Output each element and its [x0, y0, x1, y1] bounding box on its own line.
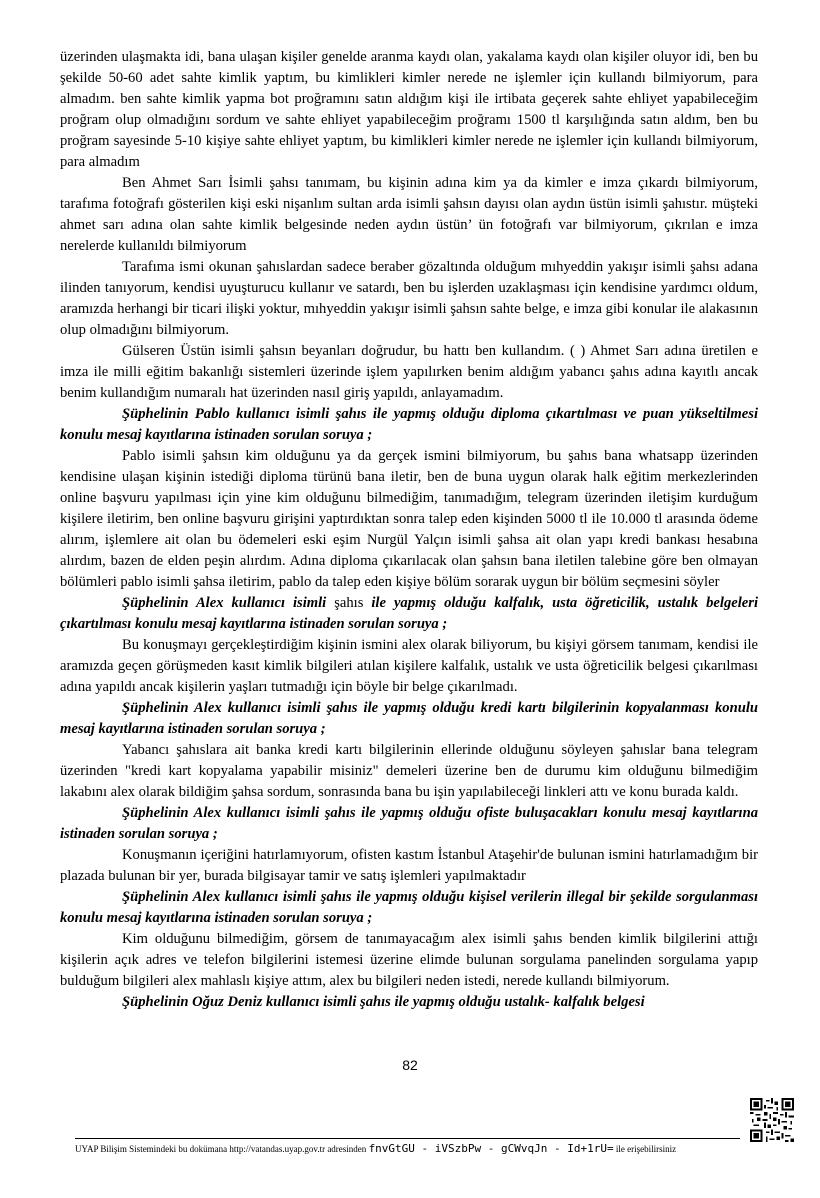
paragraph-4: Gülseren Üstün isimli şahsın beyanları doğrudur, bu hattı ben kullandım. ( ) Ahmet Sarı adına üretilen e imza ile milli eğitim bakanlığı sistemleri üzerinde işlem yapılırken benim aldığım yabancı şahıs adına kayıtlı ancak benim kullandığım numaralı hat üzerinden nasıl giriş yapıldı, anlayamadım. [60, 343, 758, 401]
footer-suffix: ile erişebilirsiniz [615, 1144, 677, 1154]
footer [75, 1142, 775, 1155]
answer-alex-kalfalik: Bu konuşmayı gerçekleştirdiğim kişinin ismini alex olarak biliyorum, bu kişiyi görsem tanımam, kendisi ile aramızda geçen görüşmeden kasıt kimlik bilgileri atılan kişilere kalfalık, ustalık ve usta öğreticilik belgesi çıkarılması adına yapıldı ancak kişilerin yaşları tutmadığı için böyle bir belge çıkarılmadı. [60, 637, 758, 695]
answer-alex-credit-card: Yabancı şahıslara ait banka kredi kartı bilgilerinin ellerinde olduğunu söyleyen şahıslar bana telegram üzerinden "kredi kart kopyalama yapabilir misiniz" demeleri üzerine ben de durumu kim olduğunu bilmediğim lakabını alex olarak bildiğim şahsa sordum, sonrasında bana bu işin yapılabileceği linkleri attı ve konu burada kaldı. [60, 742, 758, 800]
footer-divider [75, 1138, 740, 1139]
question-heading-alex-kalfalik: Şüphelinin Alex kullanıcı isimli şahıs ile yapmış olduğu kalfalık, usta öğreticilik, ustalık belgeleri çıkartılması konulu mesaj kayıtlarına istinaden sorulan soruya ; [60, 595, 759, 632]
page-number: 82 [402, 1057, 418, 1073]
answer-alex-personal-data: Kim olduğunu bilmediğim, görsem de tanımayacağım alex isimli şahıs benden kimlik bilgilerini attığı kişilerin açık adres ve telefon bilgilerini istemesi üzerine elimde bulunan sorgulama panelinden sorgulama yapıp bulduğum bilgileri alex mahlaslı kişiye attım, alex bu bilgileri neden istedi, nerede kullandı bilmiyorum. [60, 931, 758, 989]
footer-prefix: UYAP Bilişim Sistemindeki bu dokümana http://vatandas.uyap.gov.tr adresinden [75, 1144, 367, 1154]
question-heading-pablo-diploma: Şüphelinin Pablo kullanıcı isimli şahıs ile yapmış olduğu diploma çıkartılması ve puan yükseltilmesi konulu mesaj kayıtlarına istinaden sorulan soruya ; [60, 406, 758, 443]
paragraph-2: Ben Ahmet Sarı İsimli şahsı tanımam, bu kişinin adına kim ya da kimler e imza çıkardı bilmiyorum, tarafıma fotoğrafı gösterilen kişi eski nişanlım sultan arda isimli şahsın dayısı olan aydın üstün isimli şahıstır. müşteki ahmet sarı adına olan sahte kimlik belgesinde neden aydın üstün’ ün fotoğrafı var bilmiyorum, çıkrılan e imza nerelerde kullanıldı bilmiyorum [60, 175, 758, 254]
qr-code-icon [750, 1098, 794, 1142]
question-heading-oguz-deniz: Şüphelinin Oğuz Deniz kullanıcı isimli şahıs ile yapmış olduğu ustalık- kalfalık belgesi [122, 994, 645, 1010]
answer-alex-office: Konuşmanın içeriğini hatırlamıyorum, ofisten kastım İstanbul Ataşehir'de bulunan ismini hatırlamadığım bir plazada bulunan bir yer, burada bilgisayar tamir ve satış işlemleri yapılmaktadır [60, 847, 758, 884]
question-heading-alex-credit-card: Şüphelinin Alex kullanıcı isimli şahıs ile yapmış olduğu kredi kartı bilgilerinin kopyalanması konulu mesaj kayıtlarına istinaden sorulan soruya ; [60, 700, 758, 737]
question-heading-alex-office: Şüphelinin Alex kullanıcı isimli şahıs ile yapmış olduğu ofiste buluşacakları konulu mesaj kayıtlarına istinaden sorulan soruya ; [60, 805, 758, 842]
footer-verification-code: fnvGtGU - iVSzbPw - gCWvqJn - Id+1rU= [368, 1142, 614, 1155]
paragraph-1: üzerinden ulaşmakta idi, bana ulaşan kişiler genelde aranma kaydı olan, yakalama kaydı olan kişiler oluyor idi, ben bu şekilde 50-60 adet sahte kimlik yaptım, bu kimlikleri kimler nerede ne işlemler için kullandı bilmiyorum, para almadım. ben sahte kimlik yapma bot proğramını satın aldığım kişi ile irtibata geçerek sahte ehliyet yapabileceğim proğram olup olmadığını sordum ve sahte ehliyet yapabileceğim proğramı 1500 tl karşılığında satın aldım, ben bu proğram sayesinde 5-10 kişiye sahte ehliyet yaptım, bu kimlikleri kimler nerede ne işlemler için kullandı bilmiyorum, para almadım [60, 49, 758, 170]
answer-pablo-diploma: Pablo isimli şahsın kim olduğunu ya da gerçek ismini bilmiyorum, bu şahıs bana whatsapp üzerinden kendisine ulaşan kişinin istediği diploma türünü bana iletir, ben de buna uygun olarak halk eğitim merkezlerinden online başvuru yapılması için yine kim olduğunu bilmediğim, tanımadığım, telegram üzerinden iletişim kurduğum kişilere iletirim, ben online başvuru girişini yaptırdıktan sonra talep eden kişinden 5000 tl ile 10.000 tl arasında ödeme alırım, işlemlere ait olan bu ödemeleri eski eşim Nurgül Yalçın isimli şahsa ait olan yapı kredi bankası hesabına alırdım, bazen de elden peşin alırdım. Adına diploma çıkarılacak olan şahsın bana iletilen talebine göre ben olmayan bölümleri pablo isimli şahsa iletirim, pablo da talep eden kişiye bölüm sorarak uygun bir bölüm seçmesini söyler [60, 448, 758, 590]
document-body [60, 47, 758, 1013]
question-heading-alex-personal-data: Şüphelinin Alex kullanıcı isimli şahıs ile yapmış olduğu kişisel verilerin illegal bir şekilde sorgulanması konulu mesaj kayıtlarına istinaden sorulan soruya ; [60, 889, 758, 926]
paragraph-3: Tarafıma ismi okunan şahıslardan sadece beraber gözaltında olduğum mıhyeddin yakışır isimli şahsı adana ilinden tanıyorum, kendisi uyuşturucu kullanır ve satardı, ben bu işlerden uzaklaşması için kendisine yardımcı oldum, aramızda herhangi bir ticari ilişki yoktur, mıhyeddin yakışır isimli şahsın sahte belge, e imza gibi konular ile alakasının olup olmadığını bilmiyorum. [60, 259, 758, 338]
